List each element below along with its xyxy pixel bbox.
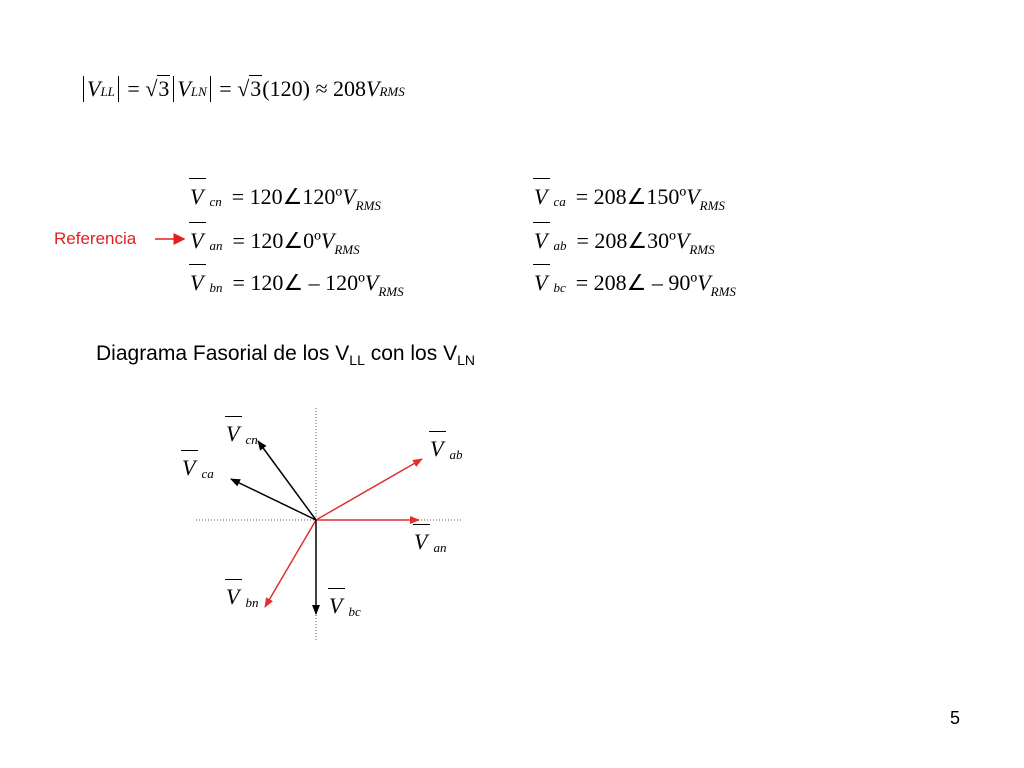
approx-sign: ≈ (315, 76, 328, 101)
van-subscript: an (209, 238, 223, 253)
vca-unit-subscript: RMS (699, 198, 725, 213)
label-vbn (226, 584, 258, 611)
vrms-subscript: RMS (379, 84, 405, 99)
vcn-subscript: cn (209, 194, 222, 209)
label-vbn-symbol: V (226, 584, 240, 609)
vca-subscript: ca (553, 194, 566, 209)
vbn-unit-symbol: V (364, 270, 379, 295)
vbc-unit-subscript: RMS (710, 284, 736, 299)
van-expression: = 120∠0º (232, 228, 321, 253)
label-vcn (226, 421, 258, 448)
vll-symbol: V (87, 76, 101, 101)
vcn-unit-symbol: V (342, 184, 356, 209)
vca-symbol: V (534, 184, 548, 209)
line-to-line-magnitude-equation: VLL = √3 VLN = √3(120) ≈ 208VRMS (80, 76, 405, 102)
vab-unit-symbol: V (675, 228, 690, 253)
vab-unit-subscript: RMS (689, 242, 715, 257)
label-vbn-subscript: bn (245, 595, 259, 610)
vbn-expression: = 120∠ – 120º (232, 270, 365, 295)
vrms-symbol: V (366, 76, 380, 101)
label-vab (430, 436, 462, 463)
vca-expression: = 208∠150º (575, 184, 687, 209)
van-unit-symbol: V (320, 228, 335, 253)
sqrt-radicand-2: 3 (250, 76, 262, 101)
sqrt-radicand: 3 (158, 76, 170, 101)
label-vcn-symbol: V (226, 421, 240, 446)
vca-unit-symbol: V (686, 184, 700, 209)
label-vab-symbol: V (430, 436, 444, 461)
diagram-title-sub-1: LL (349, 352, 365, 369)
vcn-expression: = 120∠120º (231, 184, 343, 209)
paren-value: (120) (262, 76, 310, 101)
vector-vab (316, 459, 422, 520)
van-symbol: V (190, 228, 204, 253)
vab-expression: = 208∠30º (576, 228, 676, 253)
diagram-title-text-2: con los V (364, 342, 458, 365)
vector-vca (231, 479, 316, 520)
diagram-title-text-1: Diagrama Fasorial de los V (96, 342, 350, 365)
label-van (414, 529, 446, 556)
van-unit-subscript: RMS (334, 242, 360, 257)
result-value: 208 (333, 76, 367, 101)
vab-subscript: ab (553, 238, 567, 253)
equals-sign-2: = (219, 76, 232, 101)
diagram-title-sub-2: LN (457, 352, 475, 369)
vbn-unit-subscript: RMS (378, 284, 404, 299)
label-vbc-symbol: V (329, 593, 343, 618)
vbc-unit-symbol: V (697, 270, 711, 295)
vcn-symbol: V (190, 184, 204, 209)
reference-label: Referencia (54, 229, 137, 248)
label-vca-symbol: V (182, 455, 196, 480)
vll-subscript: LL (100, 84, 115, 99)
vbn-subscript: bn (209, 280, 223, 295)
label-vca (182, 455, 214, 482)
vbc-subscript: bc (553, 280, 566, 295)
vbn-symbol: V (190, 270, 204, 295)
vab-symbol: V (534, 228, 548, 253)
vector-vcn (258, 441, 316, 520)
label-vca-subscript: ca (201, 466, 214, 481)
vbc-expression: = 208∠ – 90º (575, 270, 698, 295)
label-vbc-subscript: bc (348, 604, 361, 619)
vln-subscript: LN (190, 84, 207, 99)
vcn-unit-subscript: RMS (355, 198, 381, 213)
label-vab-subscript: ab (449, 447, 463, 462)
label-van-subscript: an (433, 540, 447, 555)
label-vcn-subscript: cn (245, 432, 258, 447)
vln-symbol: V (177, 76, 191, 101)
vector-vbn (265, 520, 316, 607)
equals-sign: = (127, 76, 140, 101)
vbc-symbol: V (534, 270, 548, 295)
page-number: 5 (950, 708, 961, 728)
label-van-symbol: V (414, 529, 428, 554)
label-vbc (329, 593, 361, 620)
